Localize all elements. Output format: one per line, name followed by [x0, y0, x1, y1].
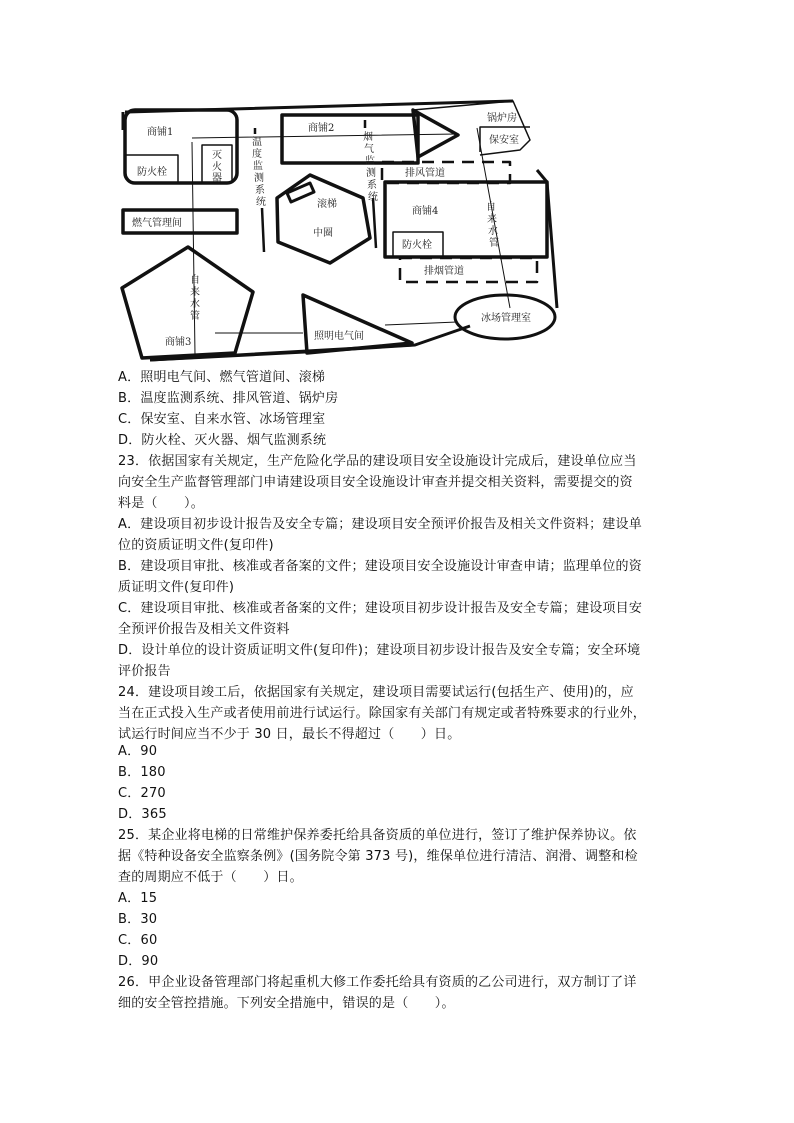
- label-hydrant1: 防火栓: [137, 167, 167, 178]
- label-extinguisher-1: 灭: [212, 150, 222, 161]
- q24-option-b: B．180: [118, 765, 166, 780]
- q26-stem: 细的安全管控措施。下列安全措施中，错误的是（ ）。: [118, 996, 455, 1011]
- q23-option-d: D．设计单位的设计资质证明文件(复印件)；建设项目初步设计报告及安全专篇；安全环境: [118, 643, 641, 658]
- char: 监: [365, 156, 375, 167]
- char: 监: [253, 161, 263, 172]
- label-shop1: 商铺1: [147, 127, 174, 138]
- q25-stem: 据《特种设备安全监察条例》(国务院令第 373 号)，维保单位进行清洁、润滑、调整和检: [118, 849, 638, 864]
- char: 气: [364, 144, 374, 155]
- q24-option-c: C．270: [118, 786, 166, 801]
- char: 自: [190, 275, 200, 286]
- smoke-duct-outline: [400, 258, 537, 282]
- q23-option-c: C．建设项目审批、核准或者备案的文件；建设项目初步设计报告及安全专篇；建设项目安: [118, 601, 643, 616]
- q22-option-d: D．防火栓、灭火器、烟气监测系统: [118, 433, 327, 448]
- char: 管: [190, 311, 200, 322]
- char: 度: [252, 149, 262, 160]
- q25-option-c: C．60: [118, 933, 158, 948]
- char: 管: [489, 238, 499, 249]
- char: 系: [367, 180, 377, 191]
- q24-stem: 试运行时间应当不少于 30 日，最长不得超过（ ）日。: [118, 727, 461, 742]
- char: 统: [256, 197, 266, 208]
- label-temp-monitor: [252, 136, 266, 208]
- q23-option-b: B．建设项目审批、核准或者备案的文件；建设项目安全设施设计审查申请；监理单位的资: [118, 559, 642, 574]
- label-extinguisher-3: 器: [212, 173, 222, 184]
- q22-option-c: C．保安室、自来水管、冰场管理室: [118, 412, 326, 427]
- label-gas-room: 燃气管理间: [132, 218, 182, 229]
- q26-stem: 26．甲企业设备管理部门将起重机大修工作委托给具有资质的乙公司进行，双方制订了详: [118, 975, 637, 990]
- escalator-hexagon: [277, 175, 370, 263]
- q24-stem: 24．建设项目竣工后，依据国家有关规定，建设项目需要试运行(包括生产、使用)的，应: [118, 685, 634, 700]
- label-water-pipe-right: [486, 200, 499, 249]
- label-exhaust-duct: 排风管道: [405, 168, 445, 179]
- q24-option-a: A．90: [118, 744, 158, 759]
- q23-option-b: 质证明文件(复印件): [118, 580, 235, 595]
- q25-option-a: A．15: [118, 891, 158, 906]
- char: 温: [252, 137, 262, 148]
- char: 自: [486, 202, 496, 213]
- q22-option-a: A．照明电气间、燃气管道间、滚梯: [118, 370, 326, 385]
- label-security-room: 保安室: [489, 135, 519, 146]
- label-boiler-room: 锅炉房: [487, 113, 517, 124]
- label-smoke-monitor: [363, 130, 378, 203]
- label-water-pipe-left: [190, 273, 200, 322]
- q25-option-b: B．30: [118, 912, 158, 927]
- label-escalator: 滚梯: [317, 199, 337, 210]
- floor-plan-diagram: [0, 0, 794, 380]
- char: 系: [255, 185, 265, 196]
- char: 来: [487, 214, 497, 225]
- char: 来: [190, 287, 200, 298]
- label-smoke-duct: 排烟管道: [424, 266, 464, 277]
- label-lighting-room: 照明电气间: [314, 331, 364, 342]
- q23-stem: 料是（ ）。: [118, 496, 204, 511]
- q23-option-a: 位的资质证明文件(复印件): [118, 538, 274, 553]
- label-hydrant2: 防火栓: [402, 240, 432, 251]
- label-center-ring: 中圈: [313, 228, 333, 239]
- label-shop3: 商铺3: [165, 337, 192, 348]
- q24-option-d: D．365: [118, 807, 167, 822]
- q22-option-b: B．温度监测系统、排风管道、锅炉房: [118, 391, 339, 406]
- q25-stem: 25．某企业将电梯的日常维护保养委托给具备资质的单位进行，签订了维护保养协议。依: [118, 828, 637, 843]
- shop2-outline: [282, 115, 418, 163]
- label-extinguisher-2: 火: [212, 162, 222, 173]
- exhaust-duct-outline: [382, 162, 510, 183]
- label-rink-room: 冰场管理室: [481, 313, 531, 324]
- char: 测: [366, 168, 376, 179]
- q23-stem: 向安全生产监督管理部门申请建设项目安全设施设计审查并提交相关资料，需要提交的资: [118, 475, 633, 490]
- label-shop2: 商铺2: [308, 123, 335, 134]
- q23-option-a: A．建设项目初步设计报告及安全专篇；建设项目安全预评价报告及相关文件资料；建设单: [118, 517, 642, 532]
- char: 统: [368, 192, 378, 203]
- q23-option-c: 全预评价报告及相关文件资料: [118, 622, 290, 637]
- char: 水: [190, 299, 200, 310]
- q23-stem: 23．依据国家有关规定，生产危险化学品的建设项目安全设施设计完成后，建设单位应当: [118, 454, 637, 469]
- char: 测: [254, 173, 264, 184]
- lighting-room-triangle: [303, 295, 412, 353]
- char: 烟: [363, 132, 373, 143]
- q23-option-d: 评价报告: [118, 664, 171, 679]
- label-shop4: 商铺4: [412, 206, 439, 217]
- q25-stem: 查的周期应不低于（ ）日。: [118, 870, 303, 885]
- char: 水: [488, 226, 498, 237]
- q25-option-d: D．90: [118, 954, 159, 969]
- boiler-outline: [413, 101, 530, 155]
- q24-stem: 当在正式投入生产或者使用前进行试运行。除国家有关部门有规定或者特殊要求的行业外，: [118, 706, 647, 721]
- escalator-small-rect: [287, 183, 314, 202]
